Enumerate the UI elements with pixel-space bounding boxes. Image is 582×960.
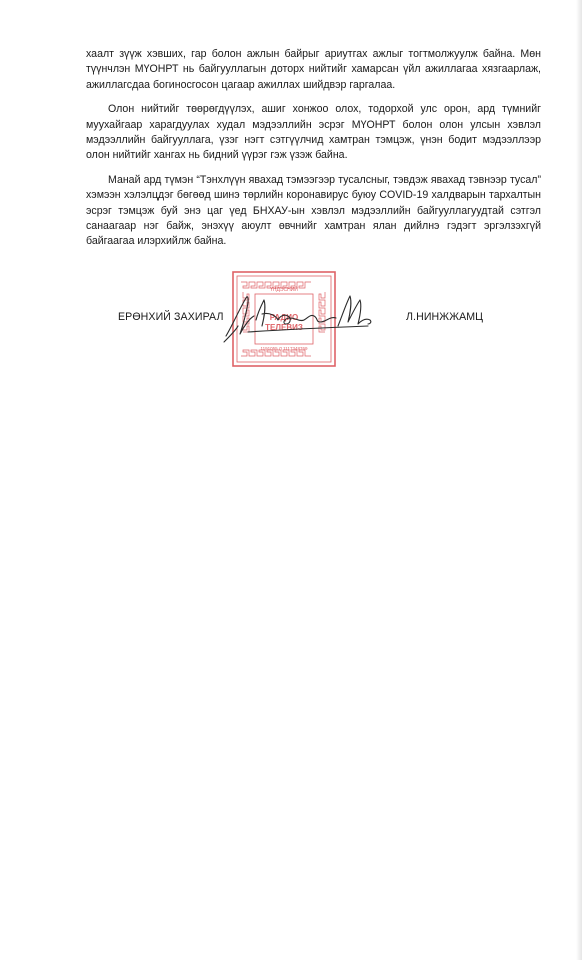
paragraph-3: Манай ард түмэн “Тэнхлүүн явахад тэмээгээр тусалсныг, тэвдэж явахад тэвнээр тусал” хэмээн хэлэлцдэг бөгөөд шинэ төрлийн коронавирус буюу COVID-19 халдварын тархалтын эсрэг тэмцэж буй энэ цаг үед БНХАУ-ын хэвлэл мэдээллийн байгууллагуудтай сэтгэл санаагаар нэг байж, энэхүү аюулт өвчнийг хамтран ялан дийлнэ гэдэгт эргэлзэхгүй байгаагаа илэрхийлж байна. <box>86 173 541 248</box>
handwritten-signature <box>218 286 393 346</box>
paragraph-2: Олон нийтийг төөрөгдүүлэх, ашиг хонжоо олох, тодорхой улс орон, ард түмнийг муухайгаар харагдуулах худал мэдээллийн эсрэг МҮОНРТ болон олон улсын хэвлэл мэдээллийн байгууллага, үзэг нэгт сэтгүүлчид хамтран тэмцэж, үнэн бодит мэдээллээр олон нийтийг хангах нь бидний үүрэг гэж үзэж байна. <box>86 103 541 162</box>
stamp-center-line-2: ТЕЛЕВИЗ <box>265 323 303 332</box>
stamp-top-text: ҮНДЭСНИЙ <box>270 287 298 293</box>
stamp-center-line-1: РАДИО <box>269 313 299 322</box>
stamp-bottom-text: 1191055 Л 1117348769 <box>260 346 308 351</box>
signatory-name: Л.НИНЖЖАМЦ <box>406 311 484 323</box>
signatory-title: ЕРӨНХИЙ ЗАХИРАЛ <box>118 311 224 323</box>
letter-body <box>86 47 541 259</box>
paragraph-1: хаалт зүүж хэвших, гар болон ажлын байрыг ариутгах ажлыг тогтмолжуулж байна. Мөн түүнчлэн МҮОНРТ нь байгууллагын доторх нийтийг хамарсан үйл ажиллагаа хязгаарлаж, ажиллагсдаа богиносгосон цагаар ажиллах шийдвэр гаргалаа. <box>86 48 541 91</box>
scan-edge-shadow <box>576 0 582 960</box>
signature-block <box>0 266 582 366</box>
